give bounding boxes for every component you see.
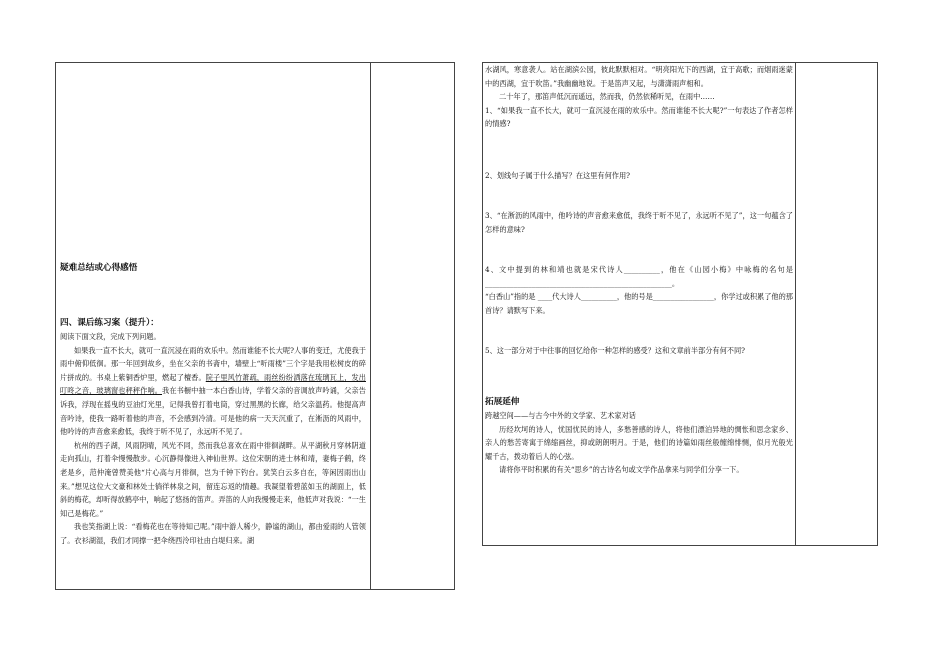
extension-subtitle: 跨越空间——与古今中外的文学家、艺术家对话 [485,411,636,420]
passage-text: 如果我一直不长大，就可一直沉浸在雨的欢乐中。然而谁能不长大呢?人事的变迁，尤使我于雨中俯仰低徊。那一年回到故乡，坐在父亲的书斋中，墙壁上“听雨楼”三个字是我用松树皮的碎片拼成的。书桌上紫铜香炉里，燃起了檀香。 [60,345,366,382]
question-4 [485,263,793,317]
question-5: 5、这一部分对于中往事的回忆给你一种怎样的感受？这和文章前半部分有何不同? [485,346,745,355]
extension-section [485,409,793,477]
passage-paragraph-1 [60,344,366,439]
question-3: 3、“在淅沥的风雨中，他吟诗的声音愈来愈低，我终于听不见了，永远听不见了”，这一句蕴含了怎样的意味? [485,211,793,234]
extension-paragraph-2: 请将你平时积累的有关“思乡”的古诗名句或文学作品拿来与同学们分享一下。 [499,465,744,475]
question-4a: 4、文中提到的林和靖也就是宋代诗人__________，他在《山园小梅》中咏梅的名句是____________________________________________________。 [485,265,793,288]
passage-text: 我在书橱中抽一本白香山诗，学着父亲的音调放声吟诵，父亲告诉我，浮现在摇曳的豆油灯光里，记得我曾打着电筒，穿过黑黑的长廊，给父亲温药。他提高声音吟诗，使我一路听着他的声音，不会感到冷清。可是他的病一天天沉重了，在淅沥的风雨中，他吟诗的声音愈来愈低，我终于听不见了，永远听不见了。 [60,386,366,437]
reflection-heading: 疑难总结或心得感悟 [60,263,138,273]
passage-paragraph-2: 杭州的西子湖，风雨阴晴，风光不同，然而我总喜欢在雨中徘徊湖畔。从平湖秋月穿林阴道走向孤山，打着伞慢慢散步。心沉静得像进入神仙世界。这位宋朝的进士林和靖，妻梅子鹤，终老是乡，范仲淹曾赞美他“片心高与月徘徊，岂为千钟下钓台。犹笑白云多自在，等闲因雨出山来。”想见这位大文豪和林处士徜徉林泉之间，留连忘返的情趣。我凝望着碧蓝如玉的湖面上，低斜的梅花，却听得放鹤亭中，响起了悠扬的笛声。弄笛的人向我慢慢走来，他低声对我说：“一生知己是梅花。” [60,440,366,518]
left-notes-column [370,62,455,590]
extension-paragraph-1: 历经坎坷的诗人，忧国忧民的诗人，多愁善感的诗人，将他们漂泊异地的惆怅和思念家乡、亲人的愁苦寄寓于绵缩画丝，抑或朗朗明月。于是，他们的诗篇如雨丝般缠绵悱恻，似月光般光耀千古，拨动着后人的心弦。 [485,424,793,461]
passage-paragraph-4: 水湖风，寒意袭人。站在湖滨公园，彼此默默相对。“明亮阳光下的西湖，宜于高歌；而烟雨迷蒙中的西湖，宜于吹笛。”我幽幽地说。于是笛声又起，与潇潇雨声相和。 [485,65,793,88]
passage-paragraph-5: 二十年了，那笛声低沉而遥远，然而我，仍然依稀听见，在雨中…… [499,92,715,102]
question-4b: “白香山”指的是 ____代大诗人__________，他的号是_________________，你学过或积累了他的那首诗？请默写下来。 [485,292,793,315]
question-1: 1、“如果我一直不长大，就可一直沉浸在雨的欢乐中。然而谁能不长大呢?”一句表达了作者怎样的情感? [485,105,793,129]
question-2: 2、划线句子属于什么描写？在这里有何作用? [485,171,630,180]
left-passage [60,330,366,548]
exercise-heading: 四、课后练习案（提升）： [60,318,159,328]
instruction-text: 阅读下面文段，完成下列问题。 [60,332,161,341]
right-notes-column [795,62,878,546]
passage-paragraph-3: 我也笑指湖上说：“看梅花也在等待知己呢。”雨中游人稀少，静谧的湖山，都由爱雨的人管领了。衣衫湖湿，我们才同撑一把伞绕西泠印社由白堤归来。湖 [60,522,366,545]
underlined-sentence: 院子里风竹萧疏，雨丝纷纷洒落在琉璃瓦上，发出叮咚之音，玻璃窗也秤秤作响。 [60,372,366,396]
extension-heading: 拓展延伸 [485,397,520,407]
passage-continuation [485,63,793,131]
